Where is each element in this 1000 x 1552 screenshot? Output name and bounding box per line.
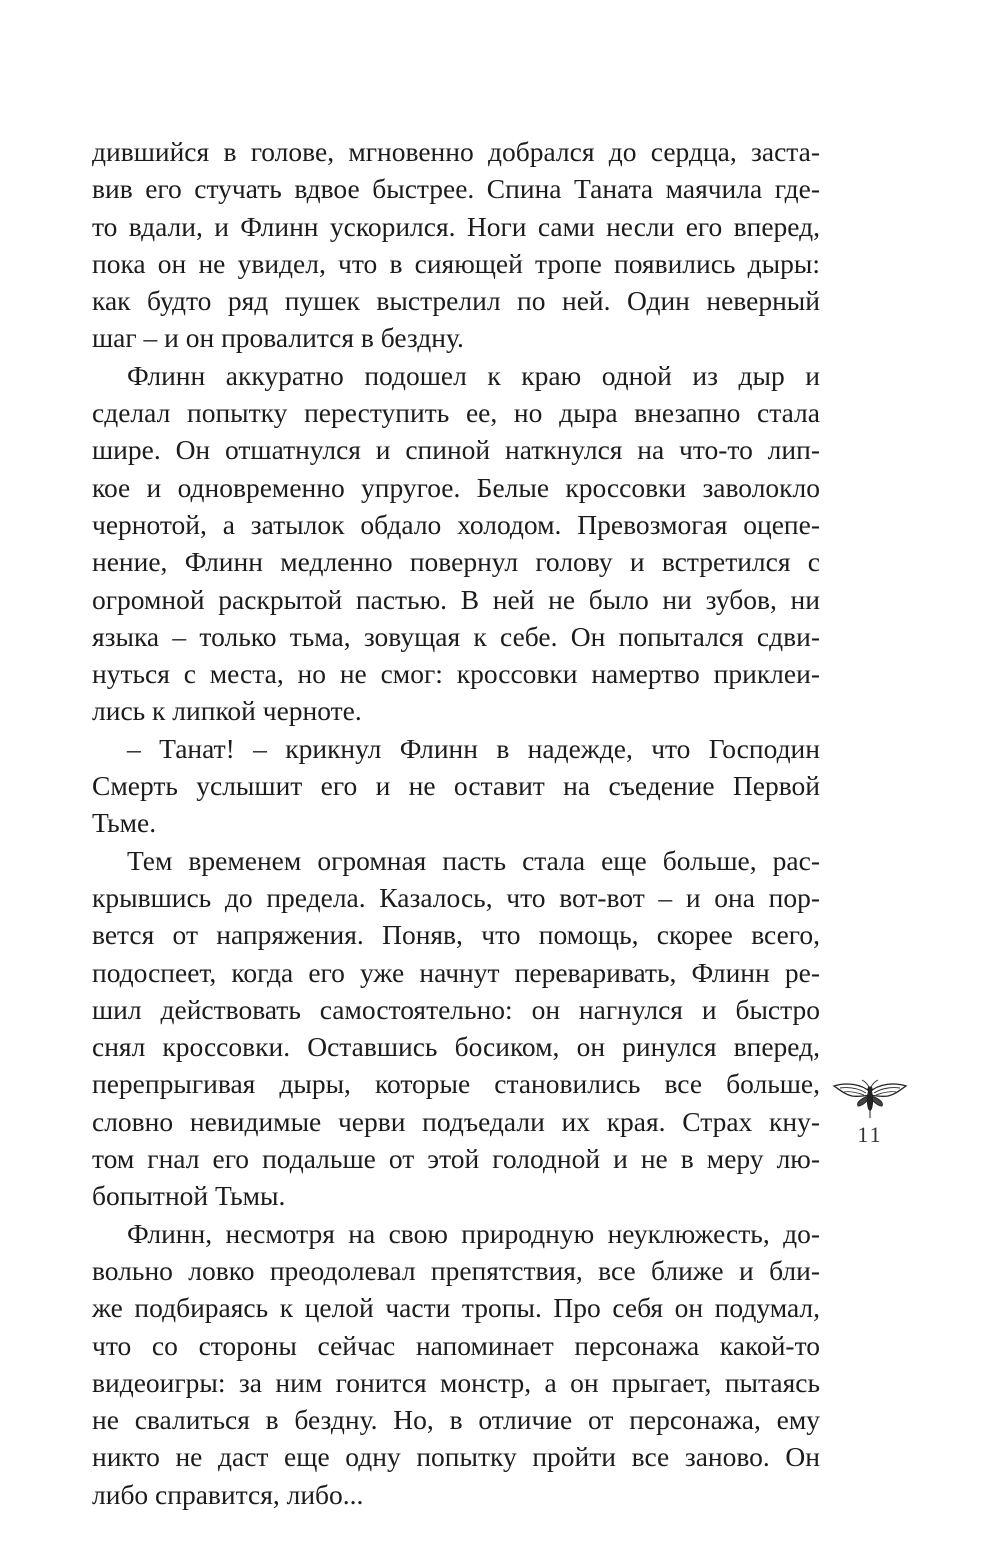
text-line: том гнал его подальше от этой голодной и не в меру лю- (92, 1143, 820, 1175)
text-line: нуться с места, но не смог: кроссовки намертво приклеи- (92, 658, 820, 690)
text-line: Флинн, несмотря на свою природную неуклюжесть, до- (127, 1217, 820, 1249)
text-line: шил действовать самостоятельно: он нагнулся и быстро (92, 993, 820, 1025)
text-line: снял кроссовки. Оставшись босиком, он ринулся вперед, (92, 1031, 820, 1063)
text-line: дившийся в голове, мгновенно добрался до сердца, заста- (92, 136, 820, 167)
text-line: вольно ловко преодолевал препятствия, все ближе и бли- (92, 1254, 820, 1286)
text-line: огромной раскрытой пастью. В ней не было ни зубов, ни (92, 583, 820, 615)
text-line: как будто ряд пушек выстрелил по ней. Один неверный (92, 285, 820, 317)
text-line: бопытной Тьмы. (92, 1180, 286, 1212)
text-line: вется от напряжения. Поняв, что помощь, скорее всего, (92, 919, 820, 951)
text-line: шире. Он отшатнулся и спиной наткнулся на что-то лип- (92, 434, 820, 466)
page-number: 11 (857, 1122, 883, 1147)
moth-icon (832, 1078, 908, 1122)
text-line: что со стороны сейчас напоминает персонажа какой-то (92, 1329, 820, 1361)
text-line: чернотой, а затылок обдало холодом. Превозмогая оцепе- (92, 508, 820, 540)
text-line: Тем временем огромная пасть стала еще больше, рас- (127, 844, 820, 876)
text-line: пока он не увидел, что в сияющей тропе появились дыры: (92, 247, 820, 279)
text-line: – Танат! – крикнул Флинн в надежде, что Господин (127, 732, 820, 764)
text-line: крывшись до предела. Казалось, что вот-вот – и она пор- (92, 881, 820, 913)
text-line: либо справится, либо... (92, 1478, 364, 1510)
text-line: сделал попытку переступить ее, но дыра внезапно стала (92, 397, 820, 429)
text-line: перепрыгивая дыры, которые становились все больше, (92, 1068, 820, 1100)
text-line: Флинн аккуратно подошел к краю одной из дыр и (127, 359, 820, 391)
text-line: вив его стучать вдвое быстрее. Спина Таната маячила где- (92, 173, 820, 205)
text-line: лись к липкой черноте. (92, 695, 362, 727)
text-line: же подбираясь к целой части тропы. Про себя он подумал, (92, 1292, 820, 1324)
text-line: языка – только тьма, зовущая к себе. Он попытался сдви- (92, 620, 820, 652)
text-line: то вдали, и Флинн ускорился. Ноги сами несли его вперед, (92, 210, 820, 242)
text-line: шаг – и он провалится в бездну. (92, 322, 464, 354)
body-text (92, 133, 820, 1513)
text-line: словно невидимые черви подъедали их края. Страх кну- (92, 1105, 820, 1137)
text-line: нение, Флинн медленно повернул голову и встретился с (92, 546, 820, 578)
text-line: видеоигры: за ним гонится монстр, а он прыгает, пытаясь (92, 1366, 820, 1398)
text-line: подоспеет, когда его уже начнут переваривать, Флинн ре- (92, 956, 820, 988)
text-line: не свалиться в бездну. Но, в отличие от персонажа, ему (92, 1404, 820, 1436)
text-line: никто не даст еще одну попытку пройти все заново. Он (92, 1441, 820, 1473)
text-line: кое и одновременно упругое. Белые кроссовки заволокло (92, 471, 820, 503)
text-line: Смерть услышит его и не оставит на съедение Первой (92, 770, 820, 802)
text-line: Тьме. (92, 807, 157, 839)
